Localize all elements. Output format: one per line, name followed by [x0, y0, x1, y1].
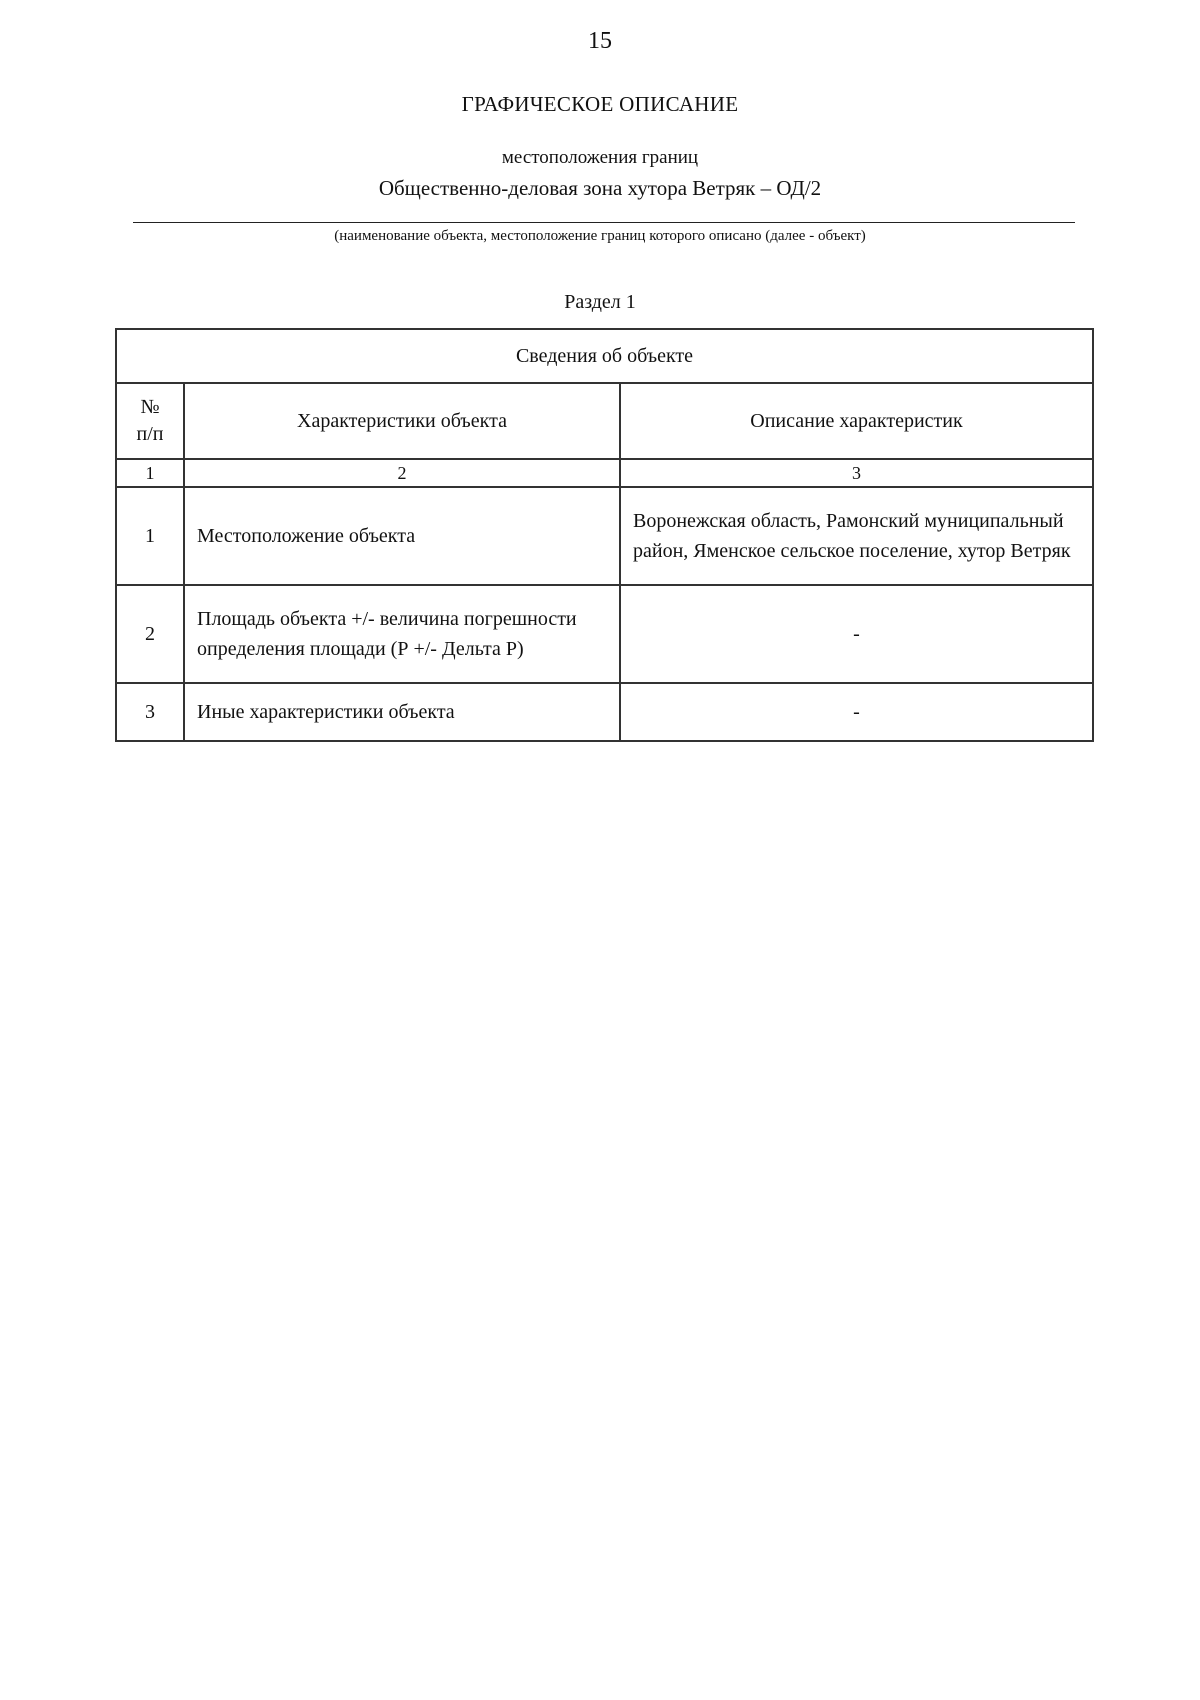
table-row — [116, 683, 1093, 741]
row-description: - — [620, 683, 1093, 741]
table-row — [116, 487, 1093, 585]
column-number-3: 3 — [620, 459, 1093, 487]
row-number: 2 — [116, 585, 184, 683]
title-underline — [133, 222, 1075, 223]
column-number-row — [116, 459, 1093, 487]
header-number-abbr: п/п — [136, 423, 164, 445]
column-number-1: 1 — [116, 459, 184, 487]
column-number-2: 2 — [184, 459, 620, 487]
header-number — [116, 383, 184, 459]
table-caption-row — [116, 329, 1093, 383]
page-number: 15 — [588, 28, 612, 54]
object-name: Общественно-деловая зона хутора Ветряк – ОД/2 — [378, 176, 822, 200]
row-number: 1 — [116, 487, 184, 585]
table-caption: Сведения об объекте — [116, 329, 1093, 383]
table-row — [116, 585, 1093, 683]
document-title: ГРАФИЧЕСКОЕ ОПИСАНИЕ — [461, 92, 739, 116]
section-title: Раздел 1 — [564, 291, 636, 313]
header-description: Описание характеристик — [620, 383, 1093, 459]
row-number: 3 — [116, 683, 184, 741]
table-header-row — [116, 383, 1093, 459]
row-characteristic: Площадь объекта +/- величина погрешности определения площади (Р +/- Дельта Р) — [184, 585, 620, 683]
document-subtitle: местоположения границ — [501, 147, 699, 168]
header-number-sign: № — [140, 396, 160, 418]
header-characteristic: Характеристики объекта — [184, 383, 620, 459]
object-info-table — [115, 328, 1094, 742]
underline-caption: (наименование объекта, местоположение границ которого описано (далее - объект) — [334, 228, 866, 244]
row-description: - — [620, 585, 1093, 683]
row-characteristic: Иные характеристики объекта — [184, 683, 620, 741]
row-characteristic: Местоположение объекта — [184, 487, 620, 585]
row-description: Воронежская область, Рамонский муниципальный район, Яменское сельское поселение, хутор Ветряк — [620, 487, 1093, 585]
